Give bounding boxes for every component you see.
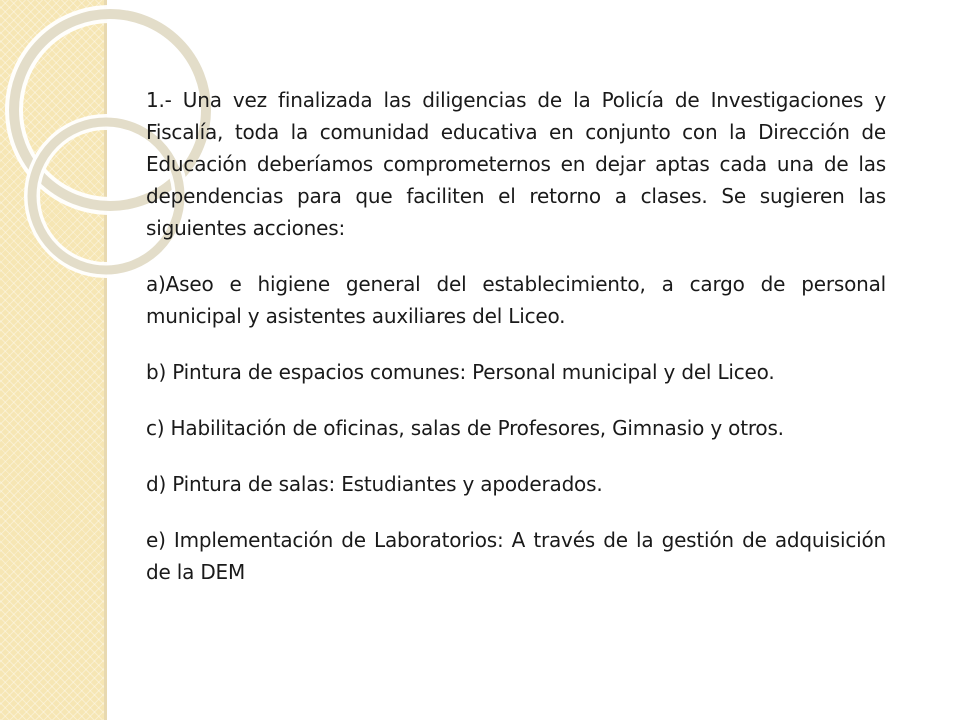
action-item-c: c) Habilitación de oficinas, salas de Profesores, Gimnasio y otros.: [146, 416, 784, 440]
action-item-e: e) Implementación de Laboratorios: A través de la gestión de adquisición de la DEM: [146, 528, 886, 584]
slide-body: [146, 84, 886, 588]
action-item-b: b) Pintura de espacios comunes: Personal municipal y del Liceo.: [146, 360, 775, 384]
intro-paragraph: 1.- Una vez finalizada las diligencias de la Policía de Investigaciones y Fiscalía, toda la comunidad educativa en conjunto con la Dirección de Educación deberíamos comprometernos en dejar aptas cada una de las dependencias para que faciliten el retorno a clases. Se sugieren las siguientes acciones:: [146, 88, 886, 240]
action-item-a: a)Aseo e higiene general del establecimiento, a cargo de personal municipal y asistentes auxiliares del Liceo.: [146, 272, 886, 328]
action-item-d: d) Pintura de salas: Estudiantes y apoderados.: [146, 472, 603, 496]
